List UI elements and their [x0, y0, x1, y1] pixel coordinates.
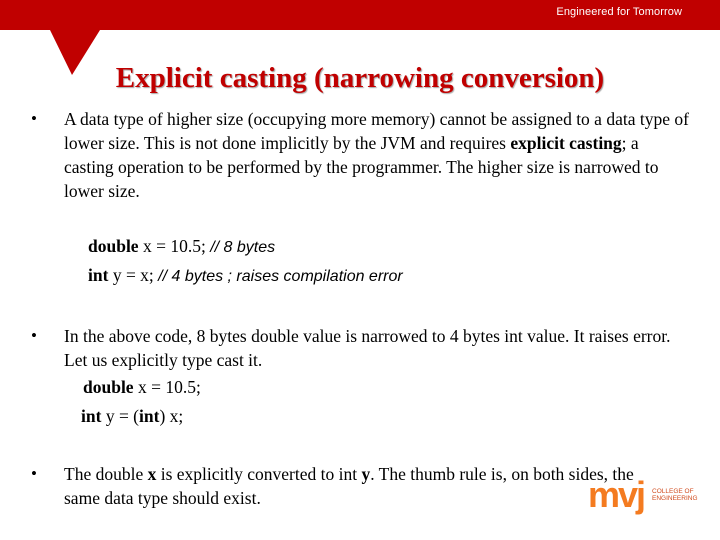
code-line: double x = 10.5; [83, 377, 201, 397]
college-logo [588, 474, 706, 528]
bullet-1-text: A data type of higher size (occupying more memory) cannot be assigned to a data type of lower size. This is not done implicitly by the JVM and requires explicit casting; a casting operation to be performed by the programmer. The higher size is narrowed to lower size. [64, 109, 689, 201]
logo-side-text: COLLEGE OF ENGINEERING [652, 488, 698, 502]
bullet-marker: • [31, 109, 37, 128]
slide-title: Explicit casting (narrowing conversion) [115, 62, 605, 94]
logo-wordmark: mvj [588, 474, 645, 515]
tagline: Engineered for Tomorrow [556, 6, 682, 18]
code-line: int y = (int) x; [81, 406, 184, 426]
bullet-3-text: The double x is explicitly converted to int y. The thumb rule is, on both sides, the same data type should exist. [64, 464, 634, 508]
bullet-marker: • [31, 464, 37, 483]
code-line: double x = 10.5; // 8 bytes [88, 236, 276, 256]
bullet-2-text: In the above code, 8 bytes double value is narrowed to 4 bytes int value. It raises error. Let us explicitly type cast it. [64, 326, 671, 370]
code-line: int y = x; // 4 bytes ; raises compilation error [88, 265, 403, 285]
bullet-marker: • [31, 326, 37, 345]
